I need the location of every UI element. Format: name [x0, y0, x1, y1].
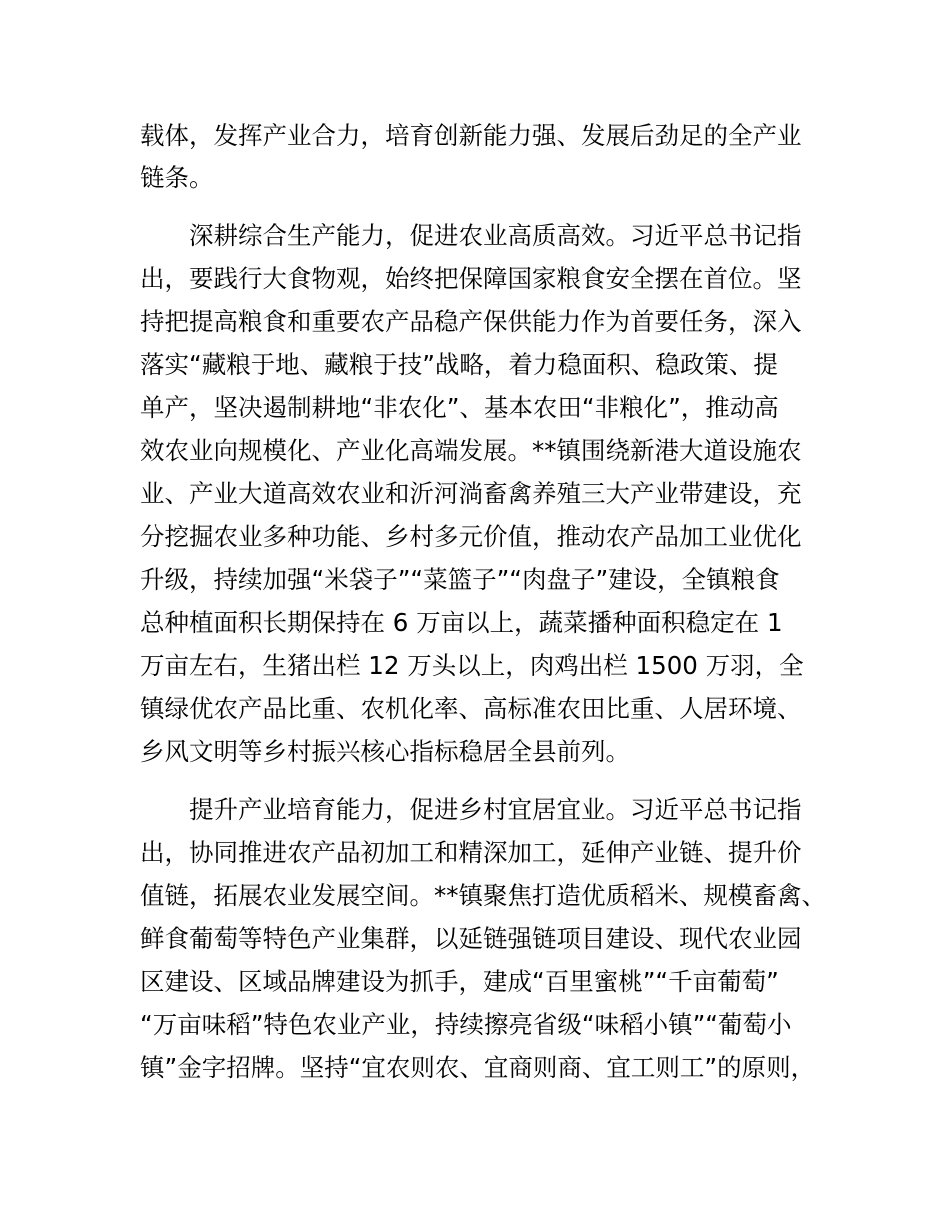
paragraph-3-line-4: 鲜食葡萄等特色产业集群，以延链强链项目建设、现代农业园: [140, 924, 802, 953]
paragraph-3-line-5: 区建设、区域品牌建设为抓手，建成“百里蜜桃”“千亩葡萄”: [140, 967, 779, 996]
paragraph-2-line-4: 落实“藏粮于地、藏粮于技”战略，着力稳面积、稳政策、提: [140, 350, 778, 379]
paragraph-2-line-5: 单产，坚决遏制耕地“非农化”、基本农田“非粮化”，推动高: [140, 393, 779, 422]
paragraph-2-line-7: 业、产业大道高效农业和沂河淌畜禽养殖三大产业带建设，充: [140, 479, 802, 508]
paragraph-3-line-1: 提升产业培育能力，促进乡村宜居宜业。习近平总书记指: [189, 795, 802, 824]
paragraph-2-line-10: 总种植面积长期保持在 6 万亩以上，蔬菜播种面积稳定在 1: [140, 608, 783, 637]
paragraph-2-line-12: 镇绿优农产品比重、农机化率、高标准农田比重、人居环境、: [140, 694, 802, 723]
paragraph-2-line-6: 效农业向规模化、产业化高端发展。**镇围绕新港大道设施农: [140, 436, 802, 465]
paragraph-3-line-2: 出，协同推进农产品初加工和精深加工，延伸产业链、提升价: [140, 838, 802, 867]
paragraph-2-line-3: 持把提高粮食和重要农产品稳产保供能力作为首要任务，深入: [140, 307, 802, 336]
paragraph-2-line-13: 乡风文明等乡村振兴核心指标稳居全县前列。: [140, 737, 630, 766]
paragraph-2-line-11: 万亩左右，生猪出栏 12 万头以上，肉鸡出栏 1500 万羽，全: [140, 651, 804, 680]
paragraph-2-line-2: 出，要践行大食物观，始终把保障国家粮食安全摆在首位。坚: [140, 264, 802, 293]
paragraph-2-line-9: 升级，持续加强“米袋子”“菜篮子”“肉盘子”建设，全镇粮食: [140, 565, 780, 594]
paragraph-3-line-3: 值链，拓展农业发展空间。**镇聚焦打造优质稻米、规模畜禽、: [140, 881, 826, 910]
paragraph-1-line-1: 载体，发挥产业合力，培育创新能力强、发展后劲足的全产业: [140, 121, 802, 150]
paragraph-3-line-6: “万亩味稻”特色农业产业，持续擦亮省级“味稻小镇”“葡萄小: [140, 1010, 792, 1039]
paragraph-3-line-7: 镇”金字招牌。坚持“宜农则农、宜商则商、宜工则工”的原则，: [140, 1053, 816, 1082]
paragraph-1-line-2: 链条。: [140, 163, 214, 192]
paragraph-2-line-8: 分挖掘农业多种功能、乡村多元价值，推动农产品加工业优化: [140, 522, 802, 551]
paragraph-2-line-1: 深耕综合生产能力，促进农业高质高效。习近平总书记指: [189, 221, 802, 250]
